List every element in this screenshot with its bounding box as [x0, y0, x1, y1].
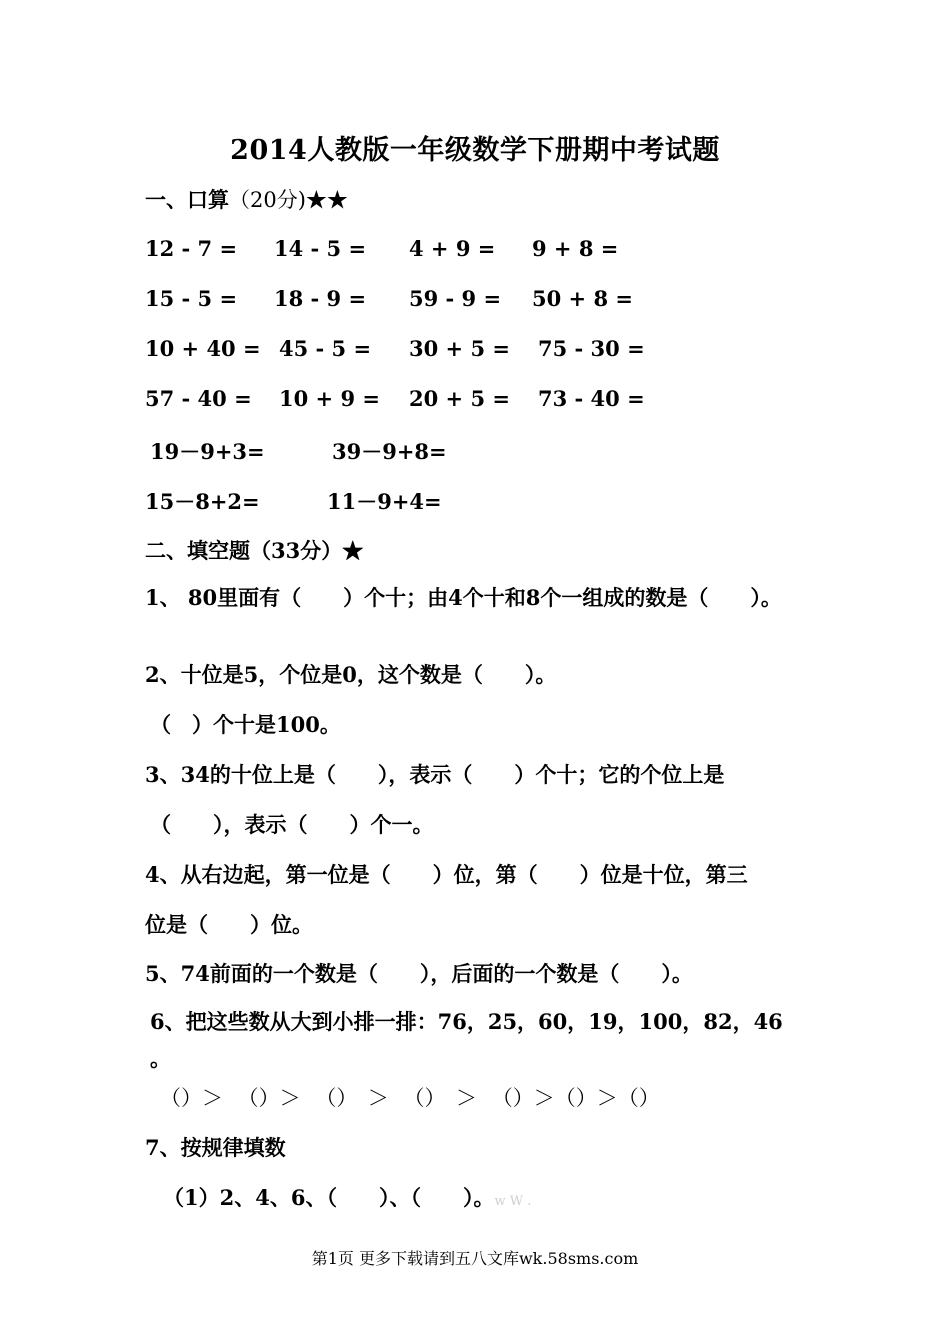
math-item: 39－9+8= — [332, 439, 447, 464]
page-title: 2014人教版一年级数学下册期中考试题 — [230, 135, 720, 166]
watermark-mark: w W . — [494, 1194, 532, 1209]
section-1-label: 一、口算 — [145, 187, 229, 212]
page-footer: 第1页 更多下载请到五八文库wk.58sms.com — [311, 1249, 639, 1268]
math-item: 20 + 5 = — [409, 386, 510, 411]
question-3: 3、34的十位上是（ ），表示（ ）个十；它的个位上是 — [145, 762, 725, 787]
math-item: 30 + 5 = — [409, 336, 510, 361]
math-item: 15 - 5 = — [145, 286, 238, 311]
question-7: 7、按规律填数 — [145, 1135, 286, 1160]
question-1: 1、 80里面有（ ）个十；由4个十和8个一组成的数是（ ）。 — [145, 585, 782, 610]
question-7-part-1 — [163, 1182, 531, 1212]
math-item: 11－9+4= — [327, 489, 442, 514]
question-4: 4、从右边起，第一位是（ ）位，第（ ）位是十位，第三 — [145, 862, 748, 887]
math-item: 19－9+3= — [150, 439, 265, 464]
math-item: 10 + 40 = — [145, 336, 261, 361]
math-item: 50 + 8 = — [532, 286, 633, 311]
math-item: 10 + 9 = — [279, 386, 380, 411]
math-item: 75 - 30 = — [538, 336, 645, 361]
question-6: 6、把这些数从大到小排一排：76，25，60，19，100，82，46 。 — [150, 1009, 783, 1071]
math-item: 4 + 9 = — [409, 236, 496, 261]
section-1-heading — [145, 184, 348, 214]
question-7-part-1-text: （1）2、4、6、（ ）、（ ）。 — [163, 1185, 495, 1210]
math-item: 9 + 8 = — [532, 236, 619, 261]
math-item: 12 - 7 = — [145, 236, 238, 261]
question-3-line-2: （ ），表示（ ）个一。 — [150, 812, 434, 837]
question-5: 5、74前面的一个数是（ ），后面的一个数是（ ）。 — [145, 961, 693, 986]
question-4-line-2: 位是（ ）位。 — [145, 912, 313, 937]
question-2-line-2: （ ）个十是100。 — [150, 712, 341, 737]
math-item: 57 - 40 = — [145, 386, 252, 411]
question-2: 2、十位是5，个位是0，这个数是（ ）。 — [145, 662, 557, 687]
math-item: 45 - 5 = — [279, 336, 372, 361]
section-1-points: （20分)★★ — [229, 188, 348, 212]
math-item: 73 - 40 = — [538, 386, 645, 411]
section-2-heading: 二、填空题（33分）★ — [145, 538, 364, 563]
question-6-order-blanks: （）＞ （）＞ （） ＞ （） ＞ （）＞（）＞（） — [160, 1086, 660, 1110]
math-item: 15－8+2= — [145, 489, 260, 514]
math-item: 59 - 9 = — [409, 286, 502, 311]
math-item: 18 - 9 = — [274, 286, 367, 311]
math-item: 14 - 5 = — [274, 236, 367, 261]
